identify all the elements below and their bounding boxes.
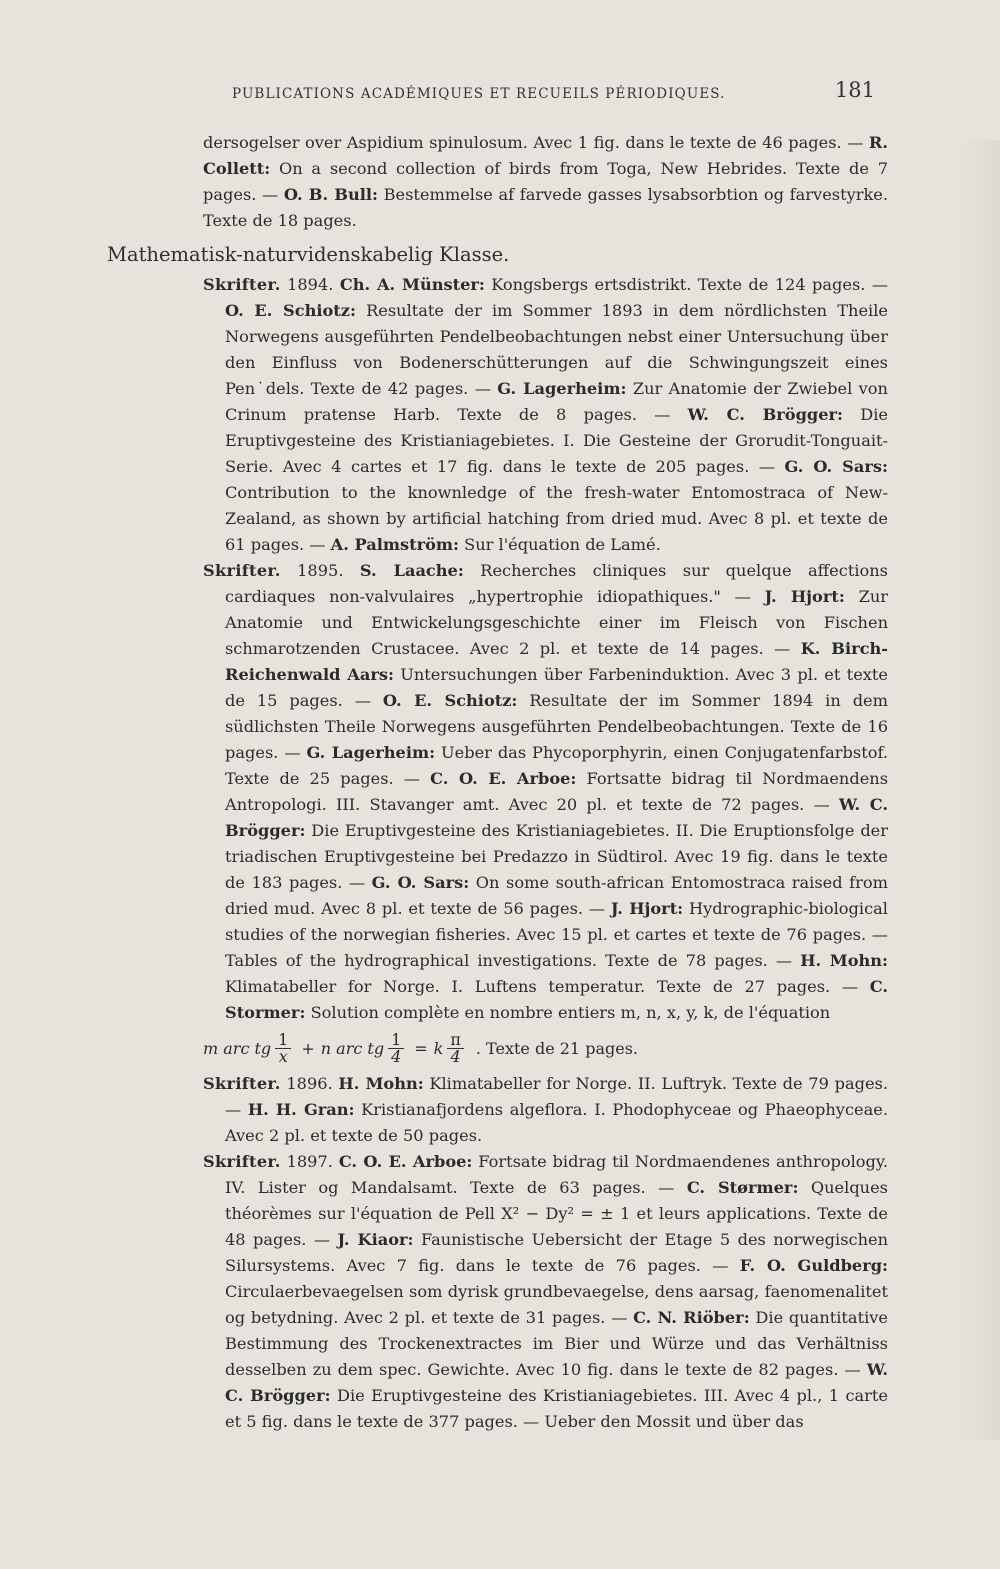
entry-text: Bestemmelse af farvede gasses lysabsorbtion og farvestyrke. Texte de 18 pages. xyxy=(203,185,889,230)
author-name: S. Laache: xyxy=(359,561,464,580)
entry-text: Resultate der im Sommer 1893 in dem nördlichsten Theile Norwegens ausgeführten Pendelbeobachtungen nebst einer Untersuchung über den Einfluss von Bodenerschütterungen auf die Schwingungszeit eines Pen˙dels. Texte de 42 pages. — xyxy=(225,301,888,398)
entry-text: Die Eruptivgesteine des Kristianiagebietes. III. Avec 4 pl., 1 carte et 5 fig. dans le texte de 377 pages. — Ueber den Mossit und über das xyxy=(225,1386,888,1431)
entry-text: Fortsate bidrag til Nordmaendenes anthropology. IV. Lister og Mandalsamt. Texte de 63 pages. — xyxy=(225,1152,888,1197)
author-name: F. O. Guldberg: xyxy=(739,1256,889,1275)
author-name: Ch. A. Münster: xyxy=(339,275,485,294)
continuation-paragraph xyxy=(203,130,888,234)
entry-text: Klimatabeller for Norge. I. Luftens temperatur. Texte de 27 pages. — xyxy=(225,977,870,996)
equals-sign: = xyxy=(414,1038,428,1058)
equation-term-n: n arc tg xyxy=(320,1038,385,1058)
entry-text: Fortsatte bidrag til Nordmaendens Antropologi. III. Stavanger amt. Avec 20 pl. et texte de 72 pages. — xyxy=(225,769,889,814)
bleed-through-shadow xyxy=(960,140,1000,1440)
page-header xyxy=(232,78,877,114)
author-name: W. C. Brögger: xyxy=(687,405,844,424)
author-name: K. Birch-Reichenwald Aars: xyxy=(225,639,889,684)
fraction xyxy=(447,1032,464,1065)
entry-text: Quelques théorèmes sur l'équation de Pell X² − Dy² = ± 1 et leurs applications. Texte de 48 pages. — xyxy=(225,1178,888,1249)
year-entry-1896 xyxy=(203,1071,888,1149)
author-name: G. Lagerheim: xyxy=(306,743,436,762)
equation-term-k: k xyxy=(433,1038,444,1058)
author-name: H. H. Gran: xyxy=(247,1100,355,1119)
author-name: J. Hjort: xyxy=(764,587,845,606)
author-name: C. N. Riöber: xyxy=(633,1308,750,1327)
author-name: C. O. E. Arboe: xyxy=(338,1152,473,1171)
entry-text: Contribution to the knownledge of the fresh-water Entomostraca of New-Zealand, as shown by artificial hatching from dried mud. Avec 8 pl. et texte de 61 pages. — xyxy=(225,483,888,554)
entry-text: Zur Anatomie der Zwiebel von Crinum pratense Harb. Texte de 8 pages. — xyxy=(225,379,888,424)
intro-text: dersogelser over Aspidium spinulosum. Avec 1 fig. dans le texte de 46 pages. — xyxy=(203,133,864,152)
numerator: π xyxy=(447,1032,464,1049)
entry-text: Zur Anatomie und Entwickelungsgeschichte einer im Fleisch von Fischen schmarotzenden Crustacee. Avec 2 pl. et texte de 14 pages. — xyxy=(225,587,889,658)
numerator: 1 xyxy=(275,1032,291,1049)
series-label: Skrifter. xyxy=(203,1152,281,1171)
section-heading: Mathematisk-naturvidenskabelig Klasse. xyxy=(107,243,510,266)
series-label: Skrifter. xyxy=(203,561,281,580)
plus-sign: + xyxy=(301,1038,315,1058)
entry-text: Kongsbergs ertsdistrikt. Texte de 124 pages. — xyxy=(484,275,889,294)
entry-text: Die Eruptivgesteine des Kristianiagebietes. I. Die Gesteine der Grorudit-Tonguait-Serie. Avec 4 cartes et 17 fig. dans le texte de 205 pages. — xyxy=(225,405,888,476)
year: 1897. xyxy=(280,1152,339,1171)
entry-text: Resultate der im Sommer 1894 in dem südlichsten Theile Norwegens ausgeführten Pendelbeobachtungen. Texte de 16 pages. — xyxy=(225,691,888,762)
entry-text: Die quantitative Bestimmung des Trockenextractes im Bier und Würze und das Verhältniss desselben zu dem spec. Gewichte. Avec 10 fig. dans le texte de 82 pages. — xyxy=(225,1308,888,1379)
author-name: O. E. Schiotz: xyxy=(225,301,356,320)
year-entry-1897 xyxy=(203,1149,888,1435)
year: 1896. xyxy=(280,1074,339,1093)
author-name: G. O. Sars: xyxy=(371,873,470,892)
fraction xyxy=(275,1032,291,1065)
fraction xyxy=(388,1032,404,1065)
series-label: Skrifter. xyxy=(203,275,281,294)
author-name: G. Lagerheim: xyxy=(497,379,627,398)
numerator: 1 xyxy=(388,1032,404,1049)
entry-text: Solution complète en nombre entiers m, n, x, y, k, de l'équation xyxy=(305,1003,831,1022)
author-name: J. Kiaor: xyxy=(337,1230,414,1249)
author-name: H. Mohn: xyxy=(800,951,889,970)
entry-text: On some south-african Entomostraca raised from dried mud. Avec 8 pl. et texte de 56 pages. — xyxy=(225,873,888,918)
equation-term-m: m arc tg xyxy=(203,1038,272,1058)
entry-text: Circulaerbevaegelsen som dyrisk grundbevaegelse, dens aarsag, faenomenalitet og betydning. Avec 2 pl. et texte de 31 pages. — xyxy=(225,1282,888,1327)
entry-text: On a second collection of birds from Toga, New Hebrides. Texte de 7 pages. — xyxy=(203,159,888,204)
running-head: PUBLICATIONS ACADÉMIQUES ET RECUEILS PÉRIODIQUES. xyxy=(232,86,726,102)
entry-text: Sur l'équation de Lamé. xyxy=(459,535,661,554)
entry-text: Recherches cliniques sur quelque affections cardiaques non-valvulaires „hypertrophie idiopathiques." — xyxy=(225,561,888,606)
page-number: 181 xyxy=(834,78,875,102)
entry-text: Ueber das Phycoporphyrin, einen Conjugatenfarbstof. Texte de 25 pages. — xyxy=(225,743,889,788)
author-name: O. E. Schiotz: xyxy=(382,691,518,710)
denominator: x xyxy=(278,1047,288,1066)
entry-text: Faunistische Uebersicht der Etage 5 des norwegischen Silursystems. Avec 7 fig. dans le texte de 76 pages. — xyxy=(225,1230,888,1275)
author-name: W. C. Brögger: xyxy=(225,1360,888,1405)
equation-tail: . Texte de 21 pages. xyxy=(475,1038,638,1058)
author-name: G. O. Sars: xyxy=(784,457,888,476)
entry-text: Die Eruptivgesteine des Kristianiagebietes. II. Die Eruptionsfolge der triadischen Eruptivgesteine bei Predazzo in Südtirol. Avec 19 fig. dans le texte de 183 pages. — xyxy=(225,821,888,892)
author-name: C. Størmer: xyxy=(686,1178,799,1197)
series-label: Skrifter. xyxy=(203,1074,281,1093)
author-name: C. Stormer: xyxy=(225,977,888,1022)
author-name: O. B. Bull: xyxy=(283,185,378,204)
year-entry-1894 xyxy=(203,272,888,558)
entry-text: Untersuchungen über Farbeninduktion. Avec 3 pl. et texte de 15 pages. — xyxy=(225,665,888,710)
author-name: W. C. Brögger: xyxy=(225,795,888,840)
equation xyxy=(203,1032,888,1065)
author-name: H. Mohn: xyxy=(338,1074,424,1093)
author-name: A. Palmström: xyxy=(330,535,459,554)
year: 1894. xyxy=(280,275,340,294)
entry-text: Hydrographic-biological studies of the norwegian fisheries. Avec 15 pl. et cartes et texte de 76 pages. — Tables of the hydrographical investigations. Texte de 78 pages. — xyxy=(225,899,888,970)
denominator: 4 xyxy=(391,1047,402,1066)
year: 1895. xyxy=(280,561,360,580)
author-name: C. O. E. Arboe: xyxy=(430,769,577,788)
entry-text: Kristianafjordens algeflora. I. Phodophyceae og Phaeophyceae. Avec 2 pl. et texte de 50 pages. xyxy=(225,1100,888,1145)
author-name: J. Hjort: xyxy=(610,899,684,918)
year-entry-1895 xyxy=(203,558,888,1026)
entry-text: Klimatabeller for Norge. II. Luftryk. Texte de 79 pages. — xyxy=(225,1074,888,1119)
denominator: 4 xyxy=(450,1047,461,1066)
author-name: R. Collett: xyxy=(203,133,888,178)
body-text xyxy=(107,130,889,1435)
